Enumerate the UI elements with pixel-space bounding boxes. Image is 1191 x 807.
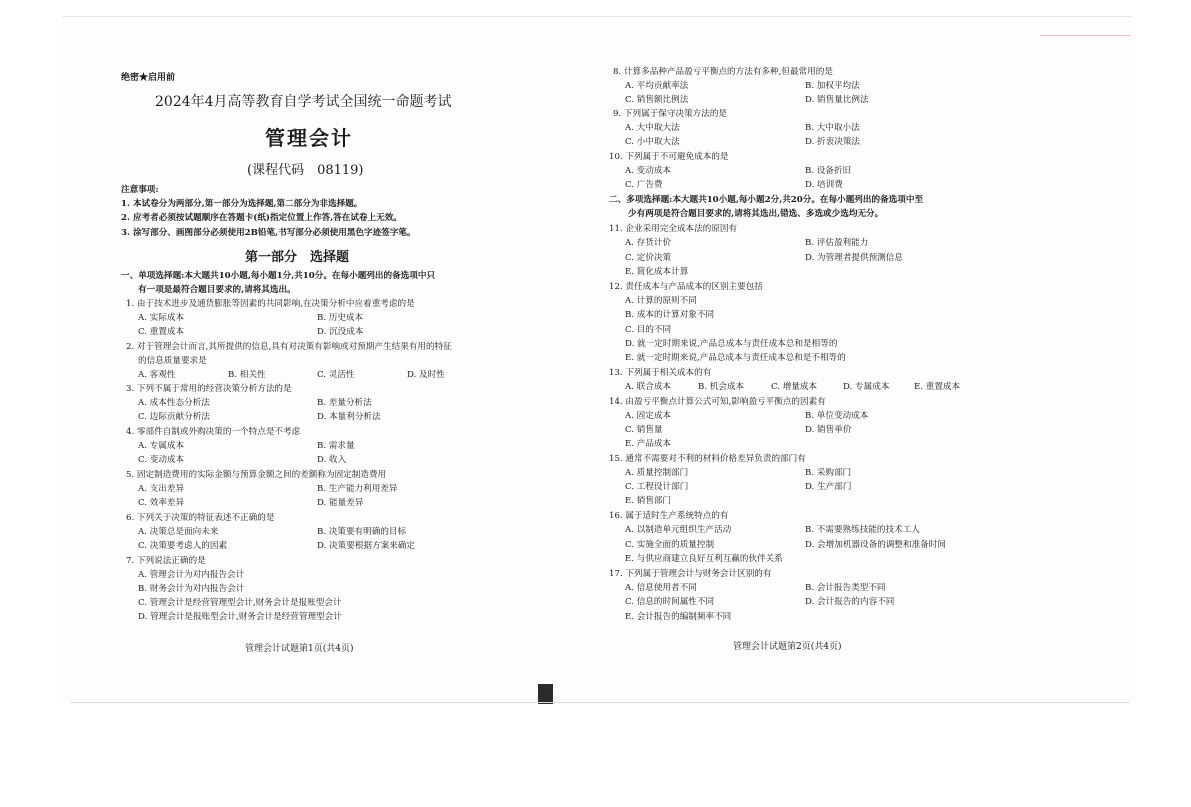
option: B. 差量分析法 bbox=[317, 398, 372, 408]
option: D. 能量差异 bbox=[317, 498, 364, 508]
page-footer: 管理会计试题第1页(共4页) bbox=[245, 644, 354, 654]
option: C. 销售量 bbox=[625, 425, 663, 435]
option: A. 支出差异 bbox=[138, 484, 185, 494]
edge-mark bbox=[1040, 35, 1130, 36]
question-stem: 8. 计算多品种产品盈亏平衡点的方法有多种,但最常用的是 bbox=[613, 67, 833, 77]
option: D. 会增加机器设备的调整和准备时间 bbox=[805, 540, 946, 550]
option: B. 采购部门 bbox=[805, 468, 852, 478]
option: C. 效率差异 bbox=[138, 498, 185, 508]
option: A. 客观性 bbox=[138, 370, 176, 380]
option: A. 以制造单元组织生产活动 bbox=[625, 525, 732, 535]
option: C. 信息的时间属性不同 bbox=[625, 597, 715, 607]
option: A. 联合成本 bbox=[625, 382, 672, 392]
option: C. 广告费 bbox=[625, 180, 663, 190]
question-stem: 5. 固定制造费用的实际金额与预算金额之间的差额称为固定制造费用 bbox=[126, 470, 387, 480]
note-item: 2. 应考者必须按试题顺序在答题卡(纸)指定位置上作答,答在试卷上无效。 bbox=[121, 213, 402, 223]
section-heading: 一、单项选择题:本大题共10小题,每小题1分,共10分。在每小题列出的备选项中只 bbox=[121, 271, 436, 281]
option: B. 会计报告类型不同 bbox=[805, 583, 886, 593]
option: B. 成本的计算对象不同 bbox=[625, 310, 715, 320]
option: A. 大中取大法 bbox=[625, 123, 680, 133]
option: C. 工程设计部门 bbox=[625, 482, 689, 492]
option: C. 销售额比例法 bbox=[625, 95, 689, 105]
option: E. 重置成本 bbox=[914, 382, 961, 392]
question-stem: 3. 下列不属于常用的经营决策分析方法的是 bbox=[126, 384, 292, 394]
option: E. 销售部门 bbox=[625, 496, 672, 506]
option: D. 沉没成本 bbox=[317, 327, 364, 337]
option: C. 灵活性 bbox=[317, 370, 355, 380]
option: E. 会计报告的编制频率不同 bbox=[625, 612, 732, 622]
option: C. 小中取大法 bbox=[625, 137, 680, 147]
option: B. 大中取小法 bbox=[805, 123, 860, 133]
option: A. 决策总是面向未来 bbox=[138, 527, 219, 537]
note-item: 1. 本试卷分为两部分,第一部分为选择题,第二部分为非选择题。 bbox=[121, 199, 363, 209]
question-stem: 7. 下列说法正确的是 bbox=[126, 556, 206, 566]
part-title: 第一部分 选择题 bbox=[245, 250, 350, 265]
option: D. 生产部门 bbox=[805, 482, 852, 492]
option: B. 历史成本 bbox=[317, 313, 364, 323]
option: C. 增量成本 bbox=[771, 382, 818, 392]
option: D. 会计报告的内容不同 bbox=[805, 597, 895, 607]
confidential-label: 绝密★启用前 bbox=[121, 73, 176, 83]
option: C. 变动成本 bbox=[138, 455, 185, 465]
question-stem: 12. 责任成本与产品成本的区别主要包括 bbox=[609, 282, 763, 292]
option: E. 简化成本计算 bbox=[625, 267, 689, 277]
option: A. 计算的原则不同 bbox=[625, 296, 697, 306]
option: B. 加权平均法 bbox=[805, 81, 860, 91]
option: A. 平均贡献率法 bbox=[625, 81, 689, 91]
option: D. 及时性 bbox=[407, 370, 445, 380]
option: A. 固定成本 bbox=[625, 411, 672, 421]
scan-binding-mark bbox=[538, 684, 553, 704]
option: B. 生产能力利用差异 bbox=[317, 484, 398, 494]
option: D. 专属成本 bbox=[843, 382, 890, 392]
option: C. 实施全面的质量控制 bbox=[625, 540, 715, 550]
option: A. 信息使用者不同 bbox=[625, 583, 697, 593]
question-stem: 13. 下列属于相关成本的有 bbox=[609, 368, 712, 378]
option: D. 管理会计是报账型会计,财务会计是经营管理型会计 bbox=[138, 612, 342, 622]
question-stem: 的信息质量要求是 bbox=[138, 356, 207, 366]
section-heading: 二、多项选择题:本大题共10小题,每小题2分,共20分。在每小题列出的备选项中至 bbox=[609, 195, 924, 205]
question-stem: 6. 下列关于决策的特征表述不正确的是 bbox=[126, 513, 275, 523]
option: B. 相关性 bbox=[228, 370, 266, 380]
option: A. 成本性态分析法 bbox=[138, 398, 210, 408]
question-stem: 11. 企业采用完全成本法的原因有 bbox=[609, 224, 738, 234]
subject-title: 管理会计 bbox=[265, 126, 353, 150]
question-stem: 16. 属于适时生产系统特点的有 bbox=[609, 511, 729, 521]
section-heading: 少有两项是符合题目要求的,请将其选出,错选、多选或少选均无分。 bbox=[628, 209, 884, 219]
option: C. 边际贡献分析法 bbox=[138, 412, 210, 422]
option: E. 就一定时期来说,产品总成本与责任成本总和是不相等的 bbox=[625, 353, 846, 363]
option: E. 产品成本 bbox=[625, 439, 672, 449]
question-stem: 9. 下列属于保守决策方法的是 bbox=[613, 109, 728, 119]
option: A. 管理会计为对内报告会计 bbox=[138, 570, 245, 580]
option: D. 培训费 bbox=[805, 180, 843, 190]
option: A. 实际成本 bbox=[138, 313, 185, 323]
option: D. 销售量比例法 bbox=[805, 95, 869, 105]
question-stem: 10. 下列属于不可避免成本的是 bbox=[609, 152, 729, 162]
page-footer: 管理会计试题第2页(共4页) bbox=[733, 642, 842, 652]
option: B. 评估盈利能力 bbox=[805, 238, 869, 248]
question-stem: 17. 下列属于管理会计与财务会计区别的有 bbox=[609, 569, 772, 579]
option: C. 目的不同 bbox=[625, 325, 672, 335]
course-code: (课程代码 08119) bbox=[247, 163, 364, 178]
option: A. 专属成本 bbox=[138, 441, 185, 451]
option: D. 为管理者提供预测信息 bbox=[805, 253, 903, 263]
option: B. 单位变动成本 bbox=[805, 411, 869, 421]
option: C. 管理会计是经营管理型会计,财务会计是报账型会计 bbox=[138, 598, 342, 608]
question-stem: 15. 通常不需要对不利的材料价格差异负责的部门有 bbox=[609, 454, 806, 464]
option: D. 就一定时期来说,产品总成本与责任成本总和是相等的 bbox=[625, 339, 838, 349]
scan-bottom-edge bbox=[70, 702, 1130, 703]
option: B. 财务会计为对内报告会计 bbox=[138, 584, 245, 594]
option: E. 与供应商建立良好互利互赢的伙伴关系 bbox=[625, 554, 783, 564]
option: B. 需求量 bbox=[317, 441, 355, 451]
option: B. 设备折旧 bbox=[805, 166, 852, 176]
exam-title: 2024年4月高等教育自学考试全国统一命题考试 bbox=[155, 94, 452, 110]
option: C. 决策要考虑人的因素 bbox=[138, 541, 228, 551]
option: D. 收入 bbox=[317, 455, 347, 465]
option: D. 折衷决策法 bbox=[805, 137, 861, 147]
option: C. 重置成本 bbox=[138, 327, 185, 337]
option: D. 销售单价 bbox=[805, 425, 852, 435]
question-stem: 1. 由于技术进步及通货膨胀等因素的共同影响,在决策分析中应着重考虑的是 bbox=[126, 299, 415, 309]
option: A. 质量控制部门 bbox=[625, 468, 689, 478]
option: D. 本量利分析法 bbox=[317, 412, 381, 422]
option: C. 定价决策 bbox=[625, 253, 672, 263]
question-stem: 2. 对于管理会计而言,其所提供的信息,具有对决策有影响或对预期产生结果有用的特征 bbox=[126, 342, 452, 352]
notes-title: 注意事项: bbox=[121, 185, 159, 195]
note-item: 3. 涂写部分、画图部分必须使用2B铅笔,书写部分必须使用黑色字迹签字笔。 bbox=[121, 228, 416, 238]
option: D. 决策要根据方案来确定 bbox=[317, 541, 415, 551]
option: B. 机会成本 bbox=[698, 382, 745, 392]
question-stem: 4. 零部件自制或外购决策的一个特点是不考虑 bbox=[126, 427, 301, 437]
option: A. 存货计价 bbox=[625, 238, 672, 248]
question-stem: 14. 由盈亏平衡点计算公式可知,影响盈亏平衡点的因素有 bbox=[609, 397, 826, 407]
section-heading: 有一项是最符合题目要求的,请将其选出。 bbox=[138, 285, 296, 295]
option: B. 决策要有明确的目标 bbox=[317, 527, 407, 537]
option: A. 变动成本 bbox=[625, 166, 672, 176]
option: B. 不需要熟练技能的技术工人 bbox=[805, 525, 920, 535]
